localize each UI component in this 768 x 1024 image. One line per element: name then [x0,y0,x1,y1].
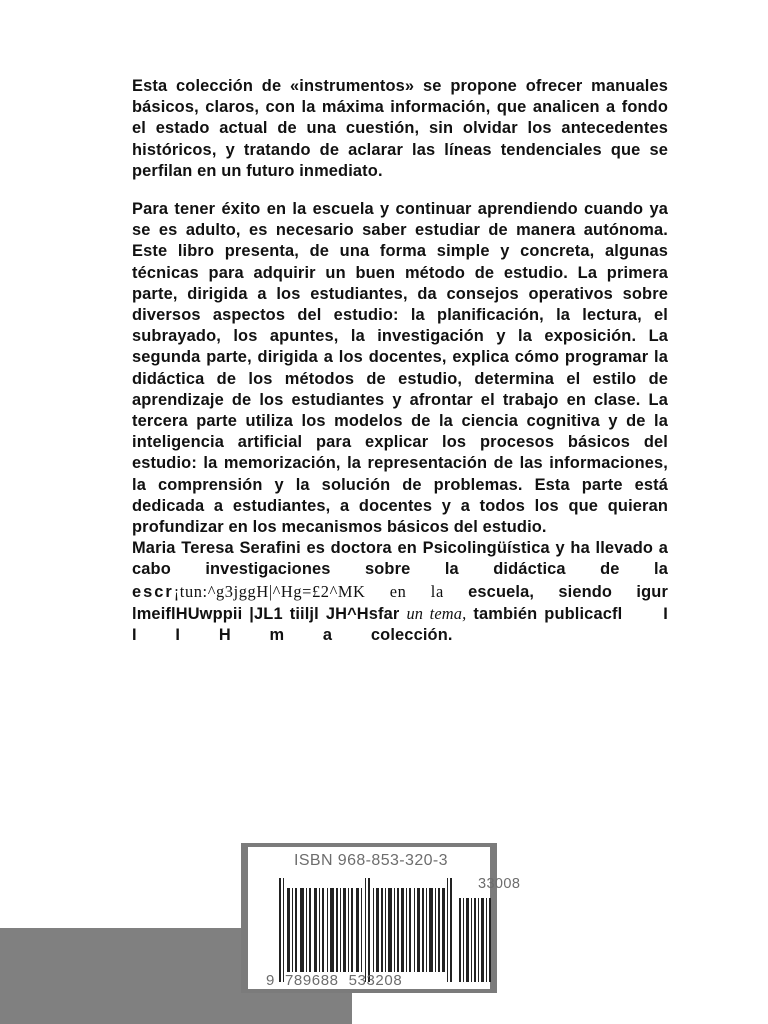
barcode-addon-number: 33008 [478,876,521,892]
author-bio-garbled-text: ¡tun:^g3jggH|^Hg=£2^MK en la [173,581,444,601]
author-bio-italic: un tema, [406,603,467,623]
author-bio-line-4: publicacfl I I I H m a colección. [132,604,668,645]
barcode-digit-left: 789688 [284,972,339,989]
author-bio-line-1: Maria Teresa Serafini es doctora en Psicolingüística y ha llevado a cabo investigaciones sobre la didáctica de la [132,539,668,579]
author-bio-line-3-end: también [466,604,538,623]
barcode-bars [279,878,499,982]
barcode-digit-prefix: 9 [266,972,275,989]
barcode-digits [266,972,412,989]
book-summary: Para tener éxito en la escuela y continuar aprendiendo cuando ya se es adulto, es necesario saber estudiar de manera autónoma. Este libro presenta, de una forma simple y concreta, algunas técnicas para adquirir un buen método de estudio. La primera parte, dirigida a los estudiantes, da consejos operativos sobre diversos aspectos del estudio: la planificación, la lectura, el subrayado, los apuntes, la investigación y la exposición. La segunda parte, dirigida a los docentes, explica cómo programar la didáctica de los métodos de estudio, determina el estilo de aprendizaje de los estudiantes y afrontar el trabajo en clase. La tercera parte utiliza los modelos de la ciencia cognitiva y de la inteligencia artificial para explicar los procesos básicos del estudio: la memorización, la representación de las informaciones, la comprensión y la solución de problemas. Esta parte está dedicada a estudiantes, a docentes y a todos los que quieran profundizar en los mecanismos básicos del estudio. [132,200,668,537]
author-bio-garbled-start: escr [132,582,174,601]
isbn-number: ISBN 968-853-320-3 [294,852,448,869]
collection-description: Esta colección de «instrumentos» se propone ofrecer manuales básicos, claros, con la máxima información, que analicen a fondo el estado actual de una cuestión, sin olvidar los antecedentes históricos, y tratando de aclarar las líneas tendenciales que se perfilan en un futuro inmediato. [132,77,668,180]
author-bio-line-2-end: escuela, siendo [443,582,613,601]
back-cover-text [132,76,668,646]
author-bio [132,538,668,646]
isbn-barcode [241,843,521,993]
barcode-label [248,847,521,989]
barcode-digit-right: 533208 [348,972,403,989]
author-bio-line-3: igur lmeiflHUwppii |JL1 tiiljl JH^Hsfar [132,582,668,623]
